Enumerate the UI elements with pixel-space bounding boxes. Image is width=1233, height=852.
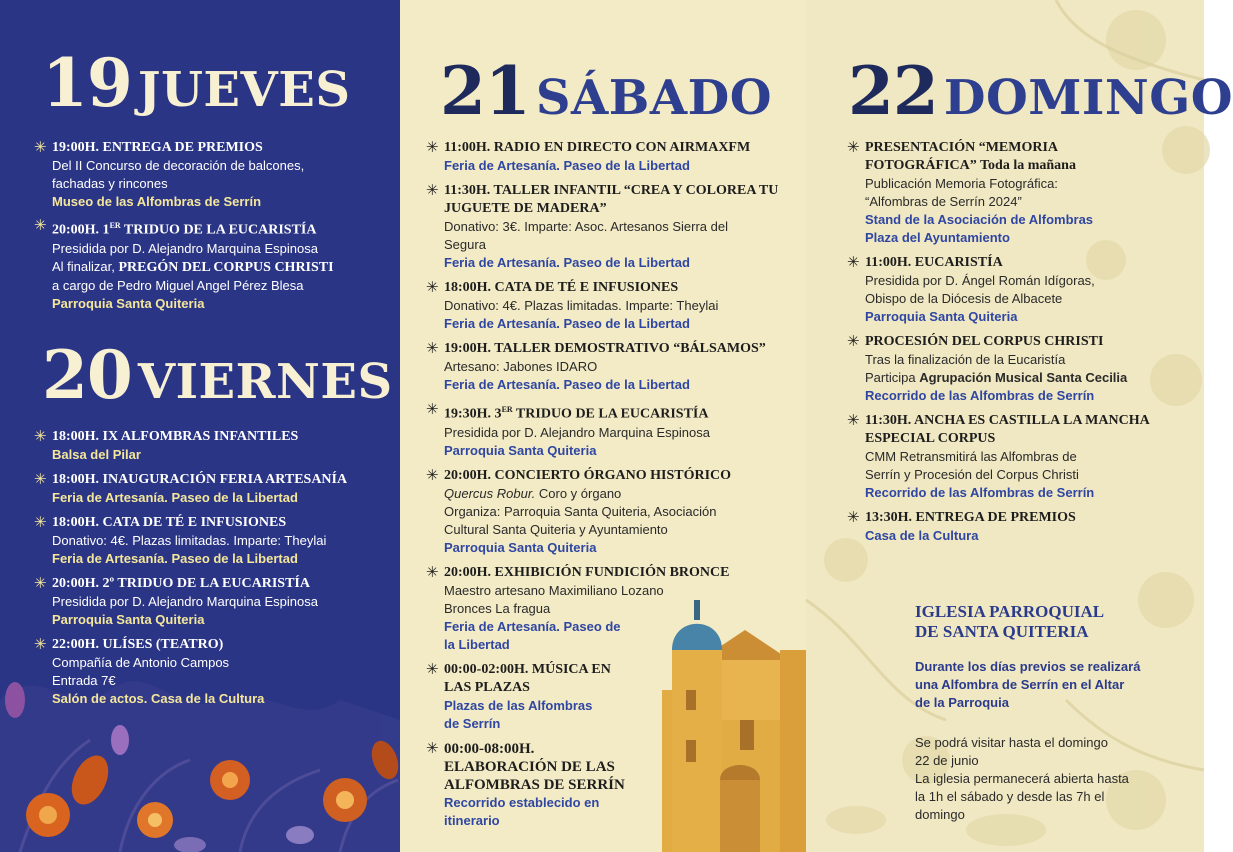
event-detail: Serrín y Procesión del Corpus Christi — [865, 467, 1079, 482]
event-title: ESPECIAL CORPUS — [865, 431, 996, 446]
event-item — [426, 467, 804, 557]
event-location: Recorrido establecido en — [444, 794, 600, 810]
events-sunday — [847, 139, 1199, 548]
event-location: Parroquia Santa Quiteria — [52, 612, 205, 627]
event-detail: Al finalizar, PREGÓN DEL CORPUS CHRISTI — [52, 258, 334, 275]
event-title: LAS PLAZAS — [444, 679, 530, 695]
star-bullet-icon: ✳ — [426, 139, 439, 156]
event-item — [847, 509, 1199, 545]
event-title: 11:00H. RADIO EN DIRECTO CON AIRMAXFM — [444, 140, 751, 155]
event-location: Feria de Artesanía. Paseo de la Libertad — [444, 158, 690, 173]
event-title: 00:00-08:00H. — [444, 740, 535, 757]
day-heading-saturday — [440, 52, 772, 130]
star-bullet-icon: ✳ — [426, 660, 439, 678]
day-number: 21 — [440, 52, 530, 130]
event-detail: Organiza: Parroquia Santa Quiteria, Asociación — [444, 503, 717, 519]
event-detail: Cultural Santa Quiteria y Ayuntamiento — [444, 521, 668, 537]
event-title: 18:00H. CATA DE TÉ E INFUSIONES — [444, 280, 679, 295]
event-detail: Artesano: Jabones IDARO — [444, 359, 598, 374]
event-detail: Compañía de Antonio Campos — [52, 655, 230, 670]
star-bullet-icon: ✳ — [847, 412, 860, 429]
event-title: 13:30H. ENTREGA DE PREMIOS — [865, 510, 1076, 525]
event-detail: Presidida por D. Alejandro Marquina Espinosa — [52, 240, 318, 256]
event-title: ELABORACIÓN DE LAS — [444, 758, 615, 775]
star-bullet-icon: ✳ — [34, 514, 47, 531]
event-location: Balsa del Pilar — [52, 447, 141, 462]
panel-thursday-friday — [0, 0, 400, 852]
event-title: ALFOMBRAS DE SERRÍN — [444, 776, 625, 793]
event-title: 22:00H. ULÍSES (TEATRO) — [52, 637, 224, 652]
event-title: 19:30H. 3ER TRIDUO DE LA EUCARISTÍA — [444, 405, 709, 422]
event-location: Feria de Artesanía. Paseo de la Libertad — [52, 490, 298, 505]
star-bullet-icon: ✳ — [426, 182, 439, 199]
star-bullet-icon: ✳ — [426, 340, 439, 357]
event-detail: fachadas y rincones — [52, 176, 168, 191]
star-bullet-icon: ✳ — [426, 466, 439, 484]
event-title: 20:00H. CONCIERTO ÓRGANO HISTÓRICO — [444, 467, 732, 483]
panel-saturday — [400, 0, 806, 852]
event-title: FOTOGRÁFICA” Toda la mañana — [865, 158, 1076, 173]
event-title: 18:00H. INAUGURACIÓN FERIA ARTESANÍA — [52, 472, 348, 487]
event-location: Recorrido de las Alfombras de Serrín — [865, 388, 1095, 403]
event-item — [426, 279, 804, 333]
event-item — [426, 564, 804, 654]
event-title: PRESENTACIÓN “MEMORIA — [865, 140, 1059, 155]
event-detail: Donativo: 4€. Plazas limitadas. Imparte: Theylai — [52, 533, 327, 548]
event-location: Feria de Artesanía. Paseo de la Libertad — [444, 316, 690, 331]
event-location: Salón de actos. Casa de la Cultura — [52, 691, 265, 706]
event-location: Feria de Artesanía. Paseo de la Libertad — [52, 551, 298, 566]
day-name: DOMINGO — [943, 70, 1233, 126]
event-location: Parroquia Santa Quiteria — [865, 309, 1018, 324]
event-title: 11:30H. TALLER INFANTIL “CREA Y COLOREA TU — [444, 183, 779, 198]
day-name: JUEVES — [137, 62, 351, 118]
panel-sunday — [806, 0, 1233, 852]
church-title: IGLESIA PARROQUIAL DE SANTA QUITERIA — [915, 602, 1105, 641]
event-detail: Bronces La fragua — [444, 600, 551, 616]
event-location: Plaza del Ayuntamiento — [865, 230, 1010, 245]
day-number: 22 — [848, 52, 938, 130]
event-item — [847, 412, 1199, 502]
floral-decoration — [0, 0, 400, 852]
event-title: PROCESIÓN DEL CORPUS CHRISTI — [865, 334, 1104, 349]
event-detail: CMM Retransmitirá las Alfombras de — [865, 449, 1077, 464]
event-detail: Donativo: 3€. Imparte: Asoc. Artesanos Sierra del — [444, 219, 728, 234]
day-name: SÁBADO — [535, 70, 773, 126]
event-location: Feria de Artesanía. Paseo de la Libertad — [444, 255, 690, 270]
event-location: Feria de Artesanía. Paseo de la Libertad — [444, 377, 690, 392]
star-bullet-icon: ✳ — [34, 139, 47, 156]
event-location: Museo de las Alfombras de Serrín — [52, 194, 262, 209]
event-detail: Maestro artesano Maximiliano Lozano — [444, 582, 664, 598]
event-item — [426, 661, 804, 733]
event-title: 00:00-02:00H. MÚSICA EN — [444, 661, 611, 677]
event-title: 11:00H. EUCARISTÍA — [865, 255, 1003, 270]
star-bullet-icon: ✳ — [847, 254, 860, 271]
event-location: Casa de la Cultura — [865, 528, 979, 543]
event-detail: a cargo de Pedro Miguel Angel Pérez Blesa — [52, 277, 304, 293]
day-heading-thursday — [42, 44, 351, 122]
event-detail: Del II Concurso de decoración de balcones, — [52, 158, 305, 173]
star-bullet-icon: ✳ — [426, 739, 439, 757]
day-heading-sunday — [848, 52, 1233, 130]
event-title: 18:00H. IX ALFOMBRAS INFANTILES — [52, 429, 299, 444]
event-item — [426, 401, 804, 460]
event-title: 20:00H. EXHIBICIÓN FUNDICIÓN BRONCE — [444, 564, 730, 580]
events-saturday — [426, 139, 804, 833]
event-item — [34, 471, 396, 507]
church-visit-info: Se podrá visitar hasta el domingo 22 de junio La iglesia permanecerá abierta hasta la 1h el sábado y desde las 7h el domingo — [915, 735, 1129, 822]
event-detail: Obispo de la Diócesis de Albacete — [865, 291, 1063, 306]
star-bullet-icon: ✳ — [426, 401, 439, 418]
event-title: 11:30H. ANCHA ES CASTILLA LA MANCHA — [865, 413, 1150, 428]
event-item — [34, 575, 396, 629]
event-title: 20:00H. 1ER TRIDUO DE LA EUCARISTÍA — [52, 221, 317, 238]
star-bullet-icon: ✳ — [847, 509, 860, 526]
event-detail: Presidida por D. Alejandro Marquina Espinosa — [444, 424, 710, 440]
event-item — [847, 254, 1199, 326]
event-location: itinerario — [444, 812, 500, 828]
star-bullet-icon: ✳ — [426, 563, 439, 581]
event-location: Parroquia Santa Quiteria — [444, 442, 597, 458]
event-location: Feria de Artesanía. Paseo de — [444, 618, 621, 634]
event-detail: Donativo: 4€. Plazas limitadas. Imparte: Theylai — [444, 298, 719, 313]
event-item — [847, 139, 1199, 247]
day-number: 19 — [42, 44, 132, 122]
event-location: la Libertad — [444, 636, 510, 652]
event-location: Parroquia Santa Quiteria — [444, 539, 597, 555]
event-item — [34, 139, 396, 211]
event-title: 19:00H. TALLER DEMOSTRATIVO “BÁLSAMOS” — [444, 341, 766, 356]
event-detail: Publicación Memoria Fotográfica: — [865, 176, 1058, 191]
event-detail: Segura — [444, 237, 486, 252]
event-detail: “Alfombras de Serrín 2024” — [865, 194, 1022, 209]
event-title: 20:00H. 2º TRIDUO DE LA EUCARISTÍA — [52, 576, 310, 591]
event-detail: Entrada 7€ — [52, 673, 116, 688]
event-item — [847, 333, 1199, 405]
event-title: 19:00H. ENTREGA DE PREMIOS — [52, 140, 263, 155]
event-title: JUGUETE DE MADERA” — [444, 201, 607, 216]
event-detail: Tras la finalización de la Eucaristía — [865, 352, 1066, 367]
event-detail: Presidida por D. Ángel Román Idígoras, — [865, 273, 1095, 288]
star-bullet-icon: ✳ — [34, 217, 47, 234]
event-title: 18:00H. CATA DE TÉ E INFUSIONES — [52, 515, 287, 530]
event-detail: Participa Agrupación Musical Santa Cecilia — [865, 370, 1128, 385]
event-item — [34, 636, 396, 708]
star-bullet-icon: ✳ — [426, 279, 439, 296]
event-item — [426, 182, 804, 272]
events-thursday — [34, 139, 396, 316]
event-location: Parroquia Santa Quiteria — [52, 295, 205, 311]
event-item — [426, 340, 804, 394]
star-bullet-icon: ✳ — [34, 471, 47, 488]
events-friday — [34, 428, 396, 711]
star-bullet-icon: ✳ — [34, 575, 47, 592]
star-bullet-icon: ✳ — [847, 333, 860, 350]
event-item — [426, 139, 804, 175]
event-location: Stand de la Asociación de Alfombras — [865, 212, 1094, 227]
event-item — [34, 428, 396, 464]
event-item — [34, 514, 396, 568]
church-intro: Durante los días previos se realizará una Alfombra de Serrín en el Altar de la Parroquia — [915, 659, 1141, 710]
star-bullet-icon: ✳ — [847, 139, 860, 156]
event-detail: Quercus Robur. Coro y órgano — [444, 485, 622, 501]
event-item — [34, 217, 396, 313]
event-location: Recorrido de las Alfombras de Serrín — [865, 485, 1095, 500]
event-item — [426, 740, 804, 830]
star-bullet-icon: ✳ — [34, 636, 47, 653]
star-bullet-icon: ✳ — [34, 428, 47, 445]
day-number: 20 — [42, 336, 132, 414]
day-heading-friday — [42, 336, 393, 414]
event-location: Plazas de las Alfombras — [444, 697, 593, 713]
event-detail: Presidida por D. Alejandro Marquina Espinosa — [52, 594, 318, 609]
day-name: VIERNES — [137, 354, 393, 410]
event-location: de Serrín — [444, 715, 501, 731]
